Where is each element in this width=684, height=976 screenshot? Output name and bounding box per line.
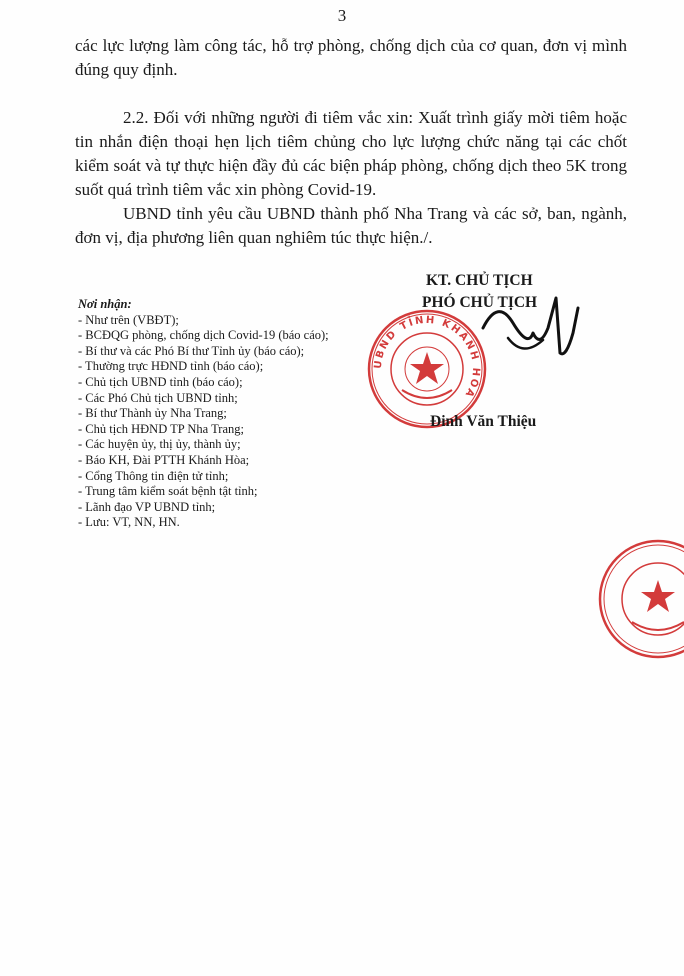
recipients-block xyxy=(78,297,378,531)
recipient-item: - Bí thư Thành ủy Nha Trang; xyxy=(78,406,227,421)
paragraph-2-2: 2.2. Đối với những người đi tiêm vắc xin: Xuất trình giấy mời tiêm hoặc tin nhắn điện thoại hẹn lịch tiêm chủng cho lực lượng chức năng tại các chốt kiểm soát và tự thực hiện đầy đủ các biện pháp phòng, chống dịch theo 5K trong suốt quá trình tiêm vắc xin phòng Covid-19. xyxy=(75,108,627,199)
page-number: 3 xyxy=(337,6,347,25)
seal-text: UBND TỈNH KHÁNH HÒA xyxy=(372,314,482,401)
recipient-item: - Chủ tịch HĐND TP Nha Trang; xyxy=(78,421,244,436)
recipient-item: - Như trên (VBĐT); xyxy=(78,312,179,327)
partial-seal xyxy=(572,534,684,664)
recipients-title: Nơi nhận: xyxy=(78,297,132,311)
recipient-item: - Trung tâm kiểm soát bệnh tật tỉnh; xyxy=(78,484,258,499)
official-seal xyxy=(366,308,488,430)
signer-name: Đinh Văn Thiệu xyxy=(430,413,537,430)
recipient-item: - Lãnh đạo VP UBND tỉnh; xyxy=(78,499,216,514)
signature-title-2: PHÓ CHỦ TỊCH xyxy=(422,294,538,311)
recipient-item: - Thường trực HĐND tỉnh (báo cáo); xyxy=(78,359,264,374)
recipient-item: - BCĐQG phòng, chống dịch Covid-19 (báo cáo); xyxy=(78,328,329,343)
recipients-list xyxy=(78,313,378,531)
handwritten-signature xyxy=(478,288,588,368)
signature-title-1: KT. CHỦ TỊCH xyxy=(426,272,533,289)
recipient-item: - Chủ tịch UBND tỉnh (báo cáo); xyxy=(78,374,243,389)
recipient-item: - Các Phó Chủ tịch UBND tỉnh; xyxy=(78,390,238,405)
recipient-item: - Báo KH, Đài PTTH Khánh Hòa; xyxy=(78,452,250,467)
recipient-item: - Bí thư và các Phó Bí thư Tỉnh ủy (báo cáo); xyxy=(78,343,305,358)
recipient-item: - Các huyện ủy, thị ủy, thành ủy; xyxy=(78,437,241,452)
recipient-item: - Cổng Thông tin điện tử tỉnh; xyxy=(78,468,229,483)
recipient-item: - Lưu: VT, NN, HN. xyxy=(78,515,180,530)
paragraph-closing: UBND tỉnh yêu cầu UBND thành phố Nha Trang và các sở, ban, ngành, đơn vị, địa phương liên quan nghiêm túc thực hiện./. xyxy=(75,204,627,247)
paragraph-continuation: các lực lượng làm công tác, hỗ trợ phòng, chống dịch của cơ quan, đơn vị mình đúng quy định. xyxy=(75,36,627,79)
